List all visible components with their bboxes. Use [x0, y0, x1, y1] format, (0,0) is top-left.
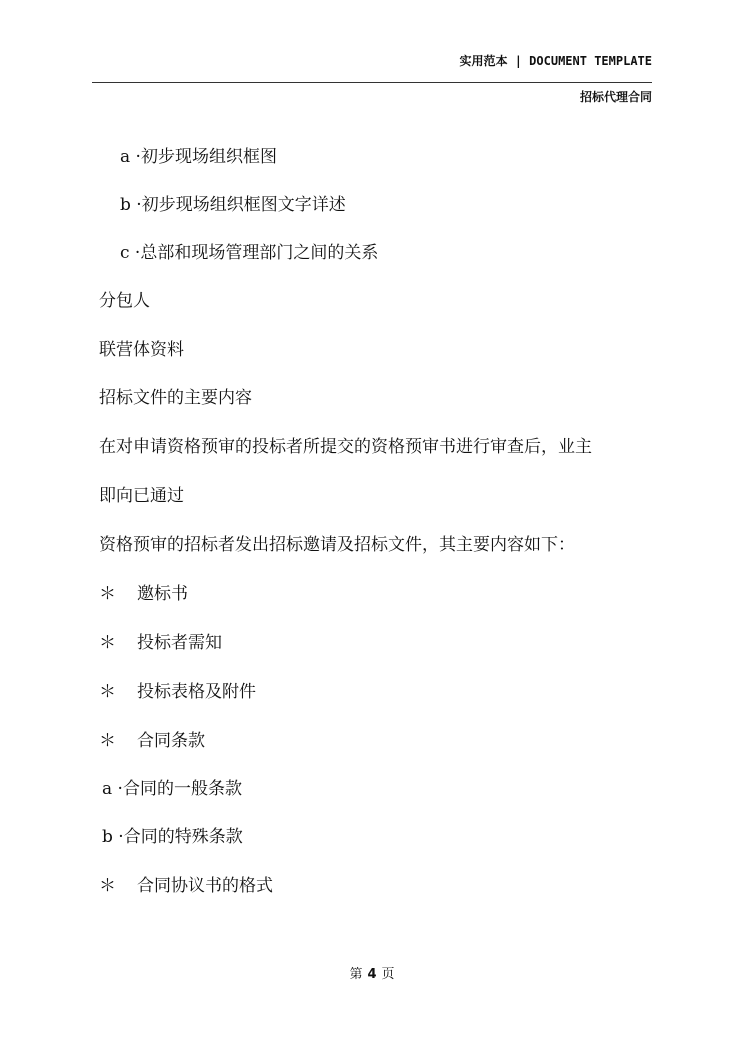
bullet-item [99, 632, 222, 654]
bullet-star: ＊ [99, 584, 116, 604]
page-header-subtitle: 招标代理合同 [579, 90, 652, 104]
paragraph-invitation: 资格预审的招标者发出招标邀请及招标文件，其主要内容如下： [99, 535, 575, 555]
bullet-star: ＊ [99, 876, 116, 896]
bullet-star: ＊ [99, 682, 116, 702]
bullet-text: 投标者需知 [137, 633, 222, 653]
header-divider [92, 82, 652, 83]
bullet-item [99, 875, 273, 897]
bullet-text: 邀标书 [137, 584, 188, 604]
footer-prefix: 第 [349, 967, 363, 982]
paragraph-review: 在对申请资格预审的投标者所提交的资格预审书进行审查后，业主 [99, 437, 592, 457]
page-number: 4 [367, 967, 377, 982]
section-heading: 招标文件的主要内容 [99, 388, 252, 408]
list-item-a: a ·初步现场组织框图 [120, 147, 277, 167]
bullet-text: 投标表格及附件 [137, 682, 256, 702]
page-header-title: 实用范本 | DOCUMENT TEMPLATE [459, 54, 652, 68]
list-item-b: b ·初步现场组织框图文字详述 [120, 195, 346, 215]
bullet-item [99, 730, 205, 752]
paragraph-subcontractor: 分包人 [99, 291, 150, 311]
sub-item-b: b ·合同的特殊条款 [102, 827, 243, 847]
footer-suffix: 页 [381, 967, 395, 982]
bullet-text: 合同协议书的格式 [137, 876, 273, 896]
list-item-c: c ·总部和现场管理部门之间的关系 [120, 243, 379, 263]
sub-item-a: a ·合同的一般条款 [102, 779, 242, 799]
bullet-star: ＊ [99, 731, 116, 751]
bullet-star: ＊ [99, 633, 116, 653]
bullet-text: 合同条款 [137, 731, 205, 751]
paragraph-review-cont: 即向已通过 [99, 486, 184, 506]
page-footer [0, 963, 744, 982]
paragraph-consortium: 联营体资料 [99, 340, 184, 360]
bullet-item [99, 681, 256, 703]
bullet-item [99, 583, 188, 605]
